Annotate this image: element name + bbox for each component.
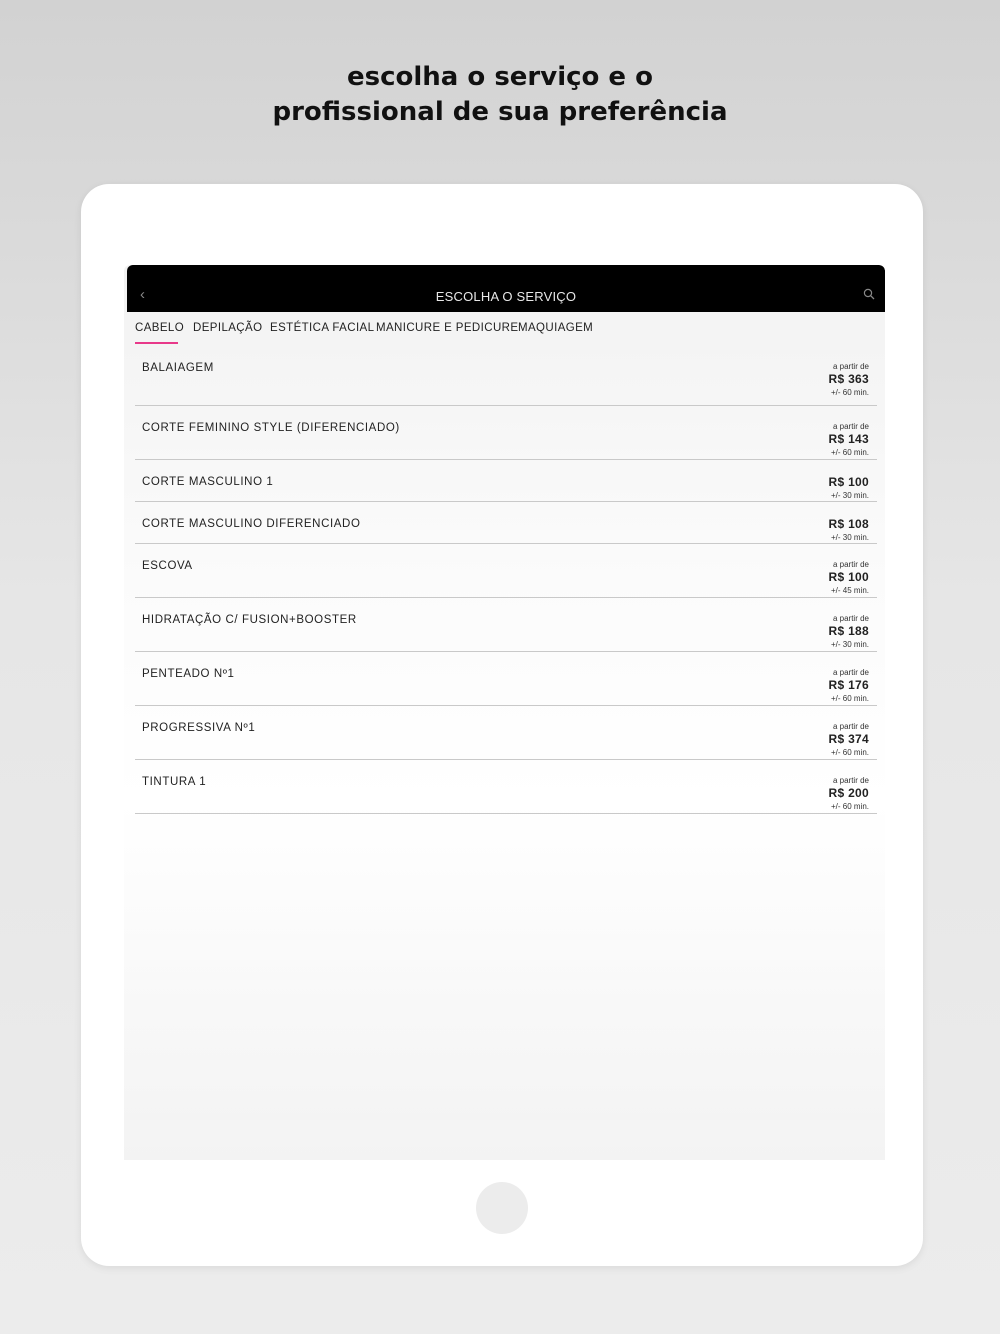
service-duration: +/- 45 min. [830,586,869,595]
category-tabs [127,312,885,346]
service-price-block [829,517,870,543]
service-duration: +/- 30 min. [830,640,869,649]
service-duration: +/- 60 min. [830,388,869,397]
app-screen [124,265,885,1160]
headline-line-2: profissional de sua preferência [272,97,728,127]
list-item[interactable] [135,760,877,814]
home-button[interactable] [476,1182,528,1234]
service-duration: +/- 30 min. [830,533,869,542]
search-icon[interactable] [863,288,875,300]
service-price: R$ 100 [828,570,869,584]
service-name: TINTURA 1 [142,776,207,788]
service-duration: +/- 60 min. [830,802,869,811]
service-price-block [829,361,870,398]
price-from-label: a partir de [832,614,869,623]
service-price: R$ 143 [828,432,869,446]
active-tab-indicator [135,342,178,344]
service-duration: +/- 60 min. [830,448,869,457]
chevron-left-icon[interactable]: ‹ [140,286,145,303]
service-duration: +/- 60 min. [830,748,869,757]
price-from-label: a partir de [832,776,869,785]
price-from-label: a partir de [832,722,869,731]
service-price: R$ 188 [828,624,869,638]
tab-maquiagem[interactable]: MAQUIAGEM [518,322,594,334]
price-from-label: a partir de [832,422,869,431]
list-item[interactable] [135,460,877,502]
service-name: BALAIAGEM [142,362,214,374]
navigation-bar [127,265,885,312]
list-item[interactable] [135,598,877,652]
headline-line-1: escolha o serviço e o [347,62,653,92]
service-price: R$ 200 [828,786,869,800]
service-name: CORTE FEMININO STYLE (DIFERENCIADO) [142,422,400,434]
service-price-block [829,421,870,458]
service-name: ESCOVA [142,560,193,572]
service-name: PENTEADO Nº1 [142,668,235,680]
service-list [135,346,877,814]
service-name: CORTE MASCULINO 1 [142,476,274,488]
list-item[interactable] [135,706,877,760]
service-price-block [829,559,870,596]
service-price-block [829,775,870,812]
price-from-label: a partir de [832,668,869,677]
tab-estetica-facial[interactable]: ESTÉTICA FACIAL [270,322,375,334]
tab-manicure-e-pedicure[interactable]: MANICURE E PEDICURE [376,322,519,334]
service-price-block [829,667,870,704]
list-item[interactable] [135,652,877,706]
service-price: R$ 100 [828,475,869,489]
service-duration: +/- 60 min. [830,694,869,703]
service-price: R$ 108 [828,517,869,531]
service-name: HIDRATAÇÃO C/ FUSION+BOOSTER [142,614,357,626]
service-price: R$ 363 [828,372,869,386]
list-item[interactable] [135,346,877,406]
list-item[interactable] [135,502,877,544]
service-duration: +/- 30 min. [830,491,869,500]
service-price: R$ 176 [828,678,869,692]
service-name: PROGRESSIVA Nº1 [142,722,256,734]
list-item[interactable] [135,406,877,460]
price-from-label: a partir de [832,362,869,371]
service-price: R$ 374 [828,732,869,746]
list-item[interactable] [135,544,877,598]
service-price-block [829,613,870,650]
tab-depilacao[interactable]: DEPILAÇÃO [193,322,263,334]
service-price-block [829,475,870,501]
page-title: ESCOLHA O SERVIÇO [435,289,577,304]
price-from-label: a partir de [832,560,869,569]
tab-cabelo[interactable]: CABELO [135,322,185,334]
promo-headline [0,60,1000,130]
service-name: CORTE MASCULINO DIFERENCIADO [142,518,361,530]
service-price-block [829,721,870,758]
